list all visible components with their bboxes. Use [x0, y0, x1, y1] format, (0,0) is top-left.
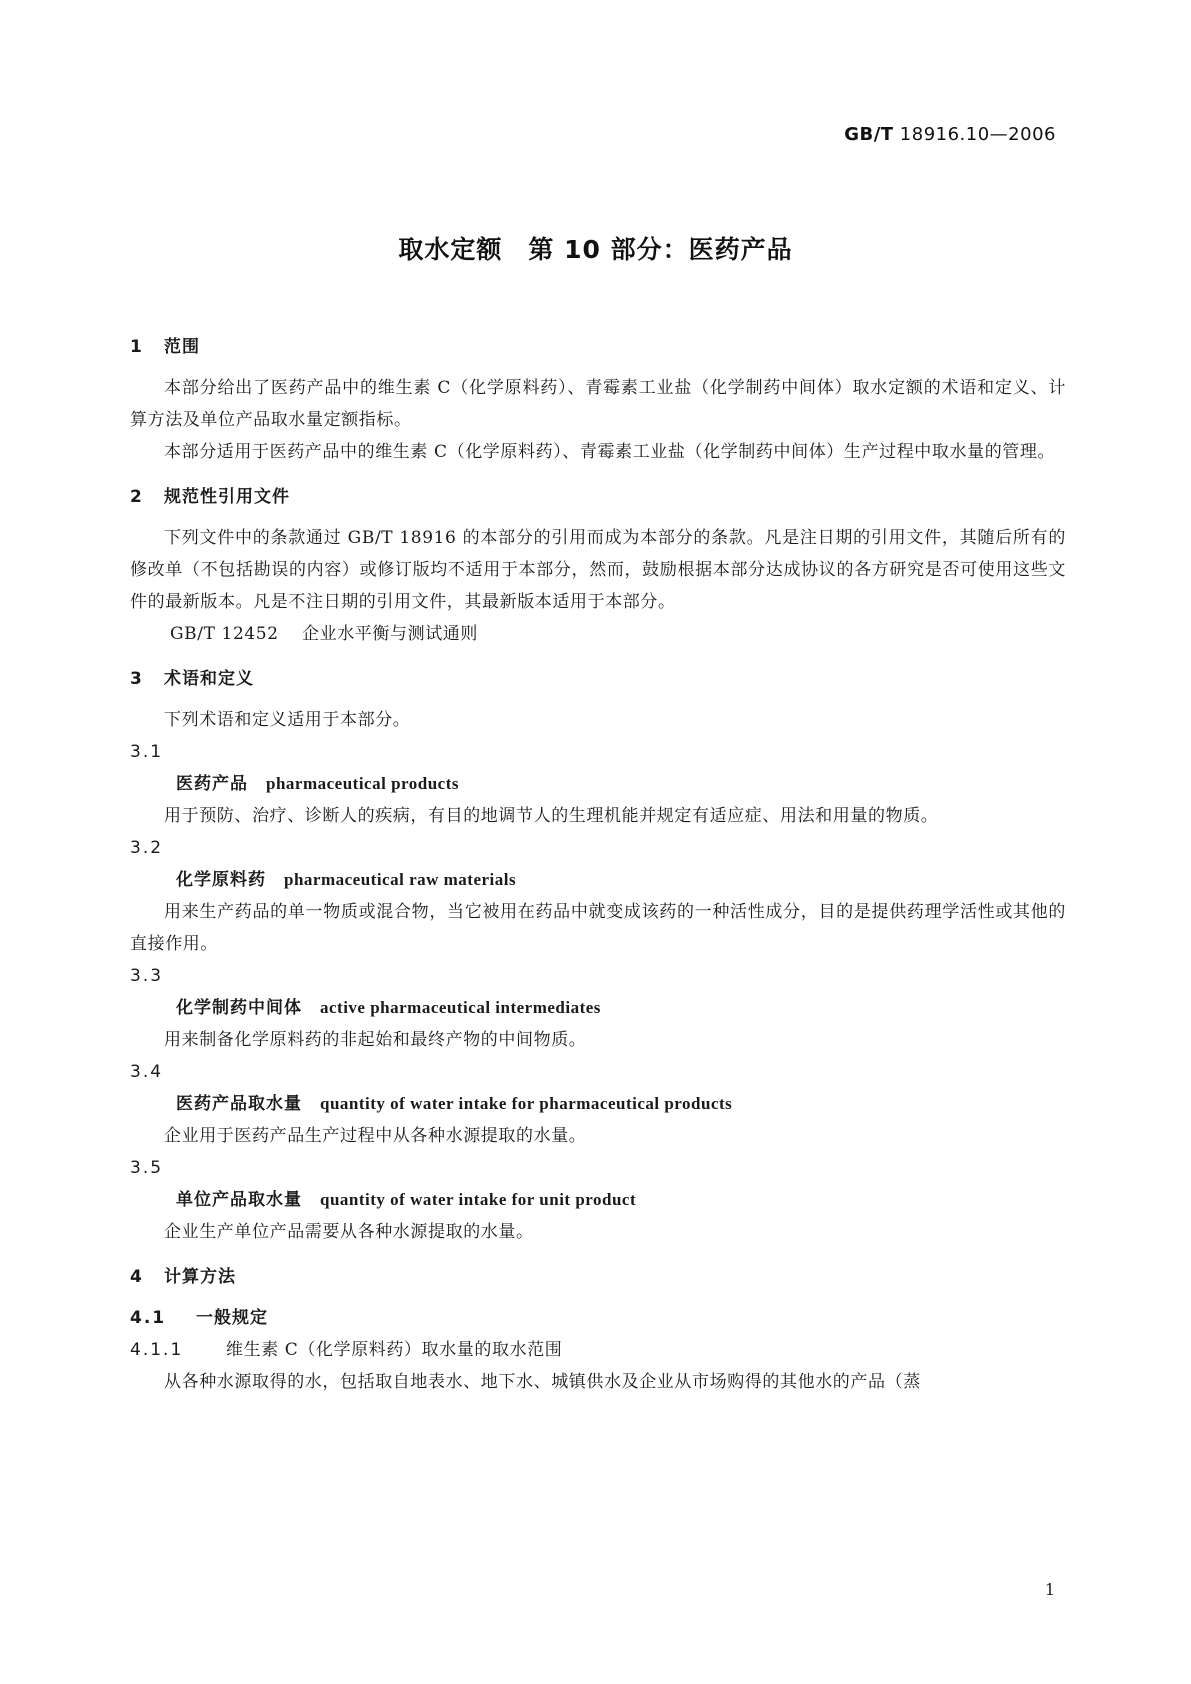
paragraph: 从各种水源取得的水，包括取自地表水、地下水、城镇供水及企业从市场购得的其他水的产品（蒸 [164, 1372, 921, 1392]
clause-number: 3.3 [130, 966, 164, 986]
section-title: 计算方法 [164, 1267, 236, 1287]
term-zh: 单位产品取水量 [176, 1190, 302, 1210]
term-definition: 企业用于医药产品生产过程中从各种水源提取的水量。 [164, 1126, 587, 1146]
term-entry [176, 768, 1066, 800]
subsubsection-title: 维生素 C（化学原料药）取水量的取水范围 [226, 1340, 563, 1360]
paragraph: 下列术语和定义适用于本部分。 [164, 710, 411, 730]
term-zh: 化学原料药 [176, 870, 266, 890]
section-title: 规范性引用文件 [164, 487, 290, 507]
section-4-heading [130, 1266, 1066, 1288]
clause-number: 3.4 [130, 1062, 164, 1082]
subsubsection-heading [130, 1334, 1066, 1366]
subsection-heading [130, 1302, 1066, 1334]
term-entry [176, 1088, 1066, 1120]
clause-number: 3.2 [130, 838, 164, 858]
section-title: 术语和定义 [164, 669, 254, 689]
normative-reference [170, 618, 1066, 650]
section-1-heading [130, 336, 1066, 358]
term-definition: 企业生产单位产品需要从各种水源提取的水量。 [164, 1222, 534, 1242]
term-zh: 医药产品取水量 [176, 1094, 302, 1114]
standard-number: 18916.10—2006 [893, 124, 1056, 145]
term-en: quantity of water intake for pharmaceutical products [320, 1094, 733, 1113]
paragraph: 本部分适用于医药产品中的维生素 C（化学原料药）、青霉素工业盐（化学制药中间体）生产过程中取水量的管理。 [164, 442, 1056, 462]
term-zh: 化学制药中间体 [176, 998, 302, 1018]
document-body [130, 336, 1066, 1398]
term-definition: 用来生产药品的单一物质或混合物，当它被用在药品中就变成该药的一种活性成分，目的是提供药理学活性或其他的直接作用。 [130, 902, 1066, 954]
reference-title: 企业水平衡与测试通则 [302, 624, 478, 644]
subsubsection-number: 4.1.1 [130, 1340, 184, 1360]
paragraph: 下列文件中的条款通过 GB/T 18916 的本部分的引用而成为本部分的条款。凡是注日期的引用文件，其随后所有的修改单（不包括勘误的内容）或修订版均不适用于本部分，然而，鼓励根据本部分达成协议的各方研究是否可使用这些文件的最新版本。凡是不注日期的引用文件，其最新版本适用于本部分。 [130, 528, 1066, 612]
reference-code: GB/T 12452 [170, 624, 279, 644]
term-zh: 医药产品 [176, 774, 248, 794]
section-number: 3 [130, 669, 143, 689]
clause-number: 3.5 [130, 1158, 164, 1178]
standard-prefix: GB/T [844, 124, 894, 145]
term-definition: 用来制备化学原料药的非起始和最终产物的中间物质。 [164, 1030, 587, 1050]
term-entry [176, 1184, 1066, 1216]
term-en: pharmaceutical products [266, 774, 459, 793]
section-title: 范围 [164, 337, 200, 357]
term-en: quantity of water intake for unit product [320, 1190, 637, 1209]
paragraph: 本部分给出了医药产品中的维生素 C（化学原料药）、青霉素工业盐（化学制药中间体）取水定额的术语和定义、计算方法及单位产品取水量定额指标。 [130, 378, 1066, 430]
term-entry [176, 992, 1066, 1024]
page-number: 1 [1044, 1580, 1055, 1599]
document-title: 取水定额 第 10 部分：医药产品 [398, 235, 793, 264]
section-number: 2 [130, 487, 143, 507]
subsection-number: 4.1 [130, 1308, 167, 1328]
section-number: 4 [130, 1267, 143, 1287]
term-definition: 用于预防、治疗、诊断人的疾病，有目的地调节人的生理机能并规定有适应症、用法和用量的物质。 [164, 806, 939, 826]
term-en: pharmaceutical raw materials [284, 870, 517, 889]
term-en: active pharmaceutical intermediates [320, 998, 601, 1017]
section-2-heading [130, 486, 1066, 508]
clause-number: 3.1 [130, 742, 164, 762]
term-entry [176, 864, 1066, 896]
subsection-title: 一般规定 [196, 1308, 268, 1328]
standard-code [844, 124, 1056, 145]
section-number: 1 [130, 337, 143, 357]
section-3-heading [130, 668, 1066, 690]
